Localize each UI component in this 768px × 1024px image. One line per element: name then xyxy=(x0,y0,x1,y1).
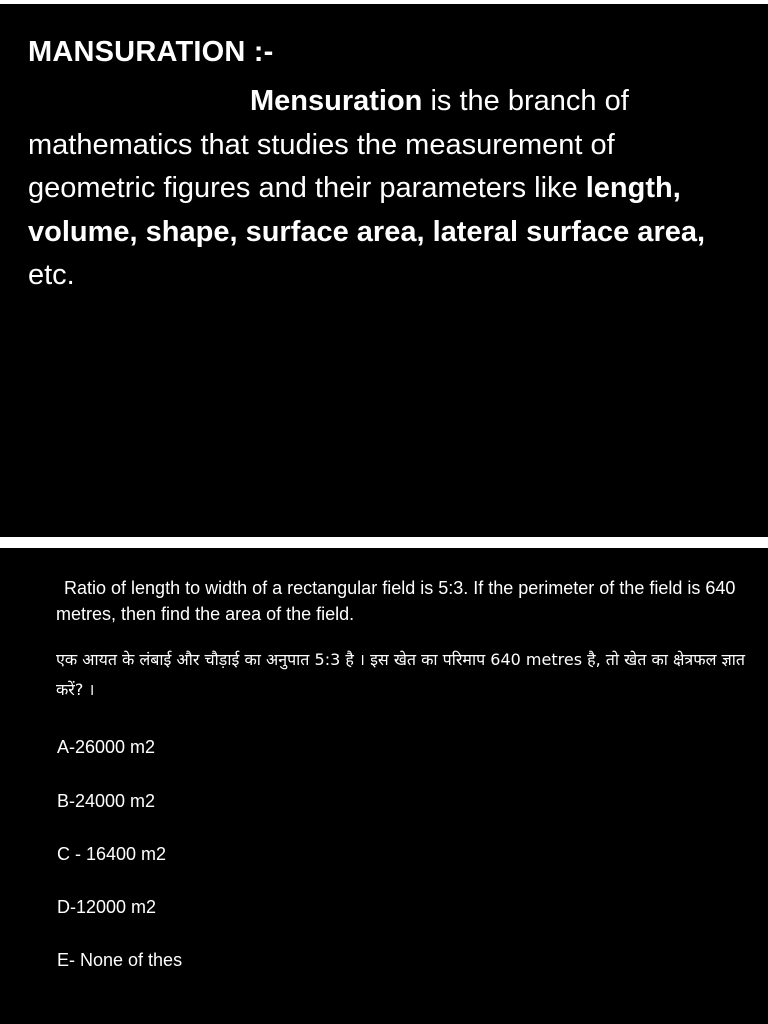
definition-ending: etc. xyxy=(28,259,75,291)
option-a: A-26000 m2 xyxy=(57,737,156,757)
mensuration-term: Mensuration xyxy=(250,85,423,117)
definition-slide xyxy=(0,4,768,537)
slide-heading: MANSURATION :- xyxy=(28,36,274,68)
option-c: C - 16400 m2 xyxy=(57,844,167,864)
question-text: Ratio of length to width of a rectangular field is 5:3. If the perimeter of the field is 640 metres, then find the area of the field. xyxy=(56,578,736,624)
question-slide xyxy=(0,548,768,1024)
option-d: D-12000 m2 xyxy=(57,897,157,917)
definition-paragraph xyxy=(28,80,718,298)
option-e: E- None of thes xyxy=(57,950,183,970)
parameters-list: length, volume, shape, surface area, lateral surface area, xyxy=(28,172,706,248)
definition-text: is the branch of mathematics that studies the measurement of geometric figures and their parameters like xyxy=(28,85,629,204)
option-b: B-24000 m2 xyxy=(57,791,156,811)
hindi-question-text: एक आयत के लंबाई और चौड़ाई का अनुपात 5:3 है । इस खेत का परिमाप 640 metres है, तो खेत का क्षेत्रफल ज्ञात करें? । xyxy=(56,650,746,699)
